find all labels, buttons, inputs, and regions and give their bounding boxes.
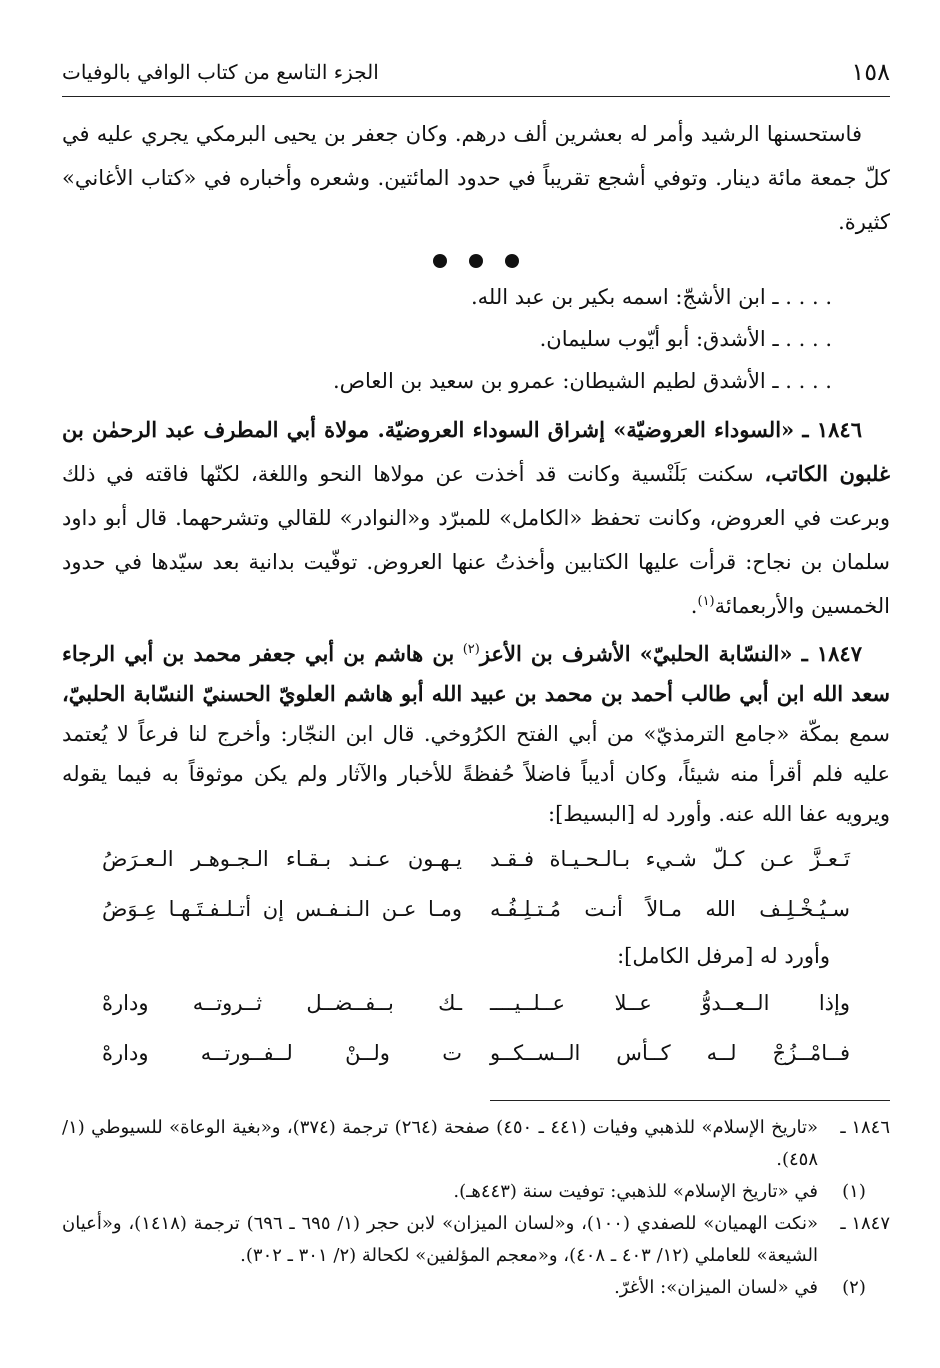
footnote-divider xyxy=(490,1100,890,1101)
cross-reference-line: . . . . ـ الأشدق لطيم الشيطان: عمرو بن سعيد بن العاص. xyxy=(332,369,832,393)
header-divider xyxy=(62,96,890,97)
verse-first-hemistich: سـيُـخْـلِـف الله مـالاً أنـت مُـتـلِـفُـه xyxy=(490,897,850,921)
verse-line xyxy=(62,1028,890,1078)
entry-1846 xyxy=(62,408,890,628)
separator-dot xyxy=(505,254,519,268)
verse-line xyxy=(62,834,890,884)
footnote-number: (١) xyxy=(842,1181,866,1202)
verse-intro: وأورد له [مرفل الكامل]: xyxy=(617,944,830,968)
footnote-text: «تاريخ الإسلام» للذهبي وفيات (٤٤١ ـ ٤٥٠) صفحة (٢٦٤) ترجمة (٣٧٤)، و«بغية الوعاة» للسيوطي (١/ ٤٥٨). xyxy=(62,1117,818,1170)
cross-reference-line: . . . . ـ الأشدق: أبو أيّوب سليمان. xyxy=(539,327,832,351)
entry-1847 xyxy=(62,634,890,834)
footnote-item xyxy=(62,1208,890,1272)
entry-1846-end: . xyxy=(690,594,698,618)
page-header xyxy=(62,52,890,92)
footnote-number: (٢) xyxy=(842,1277,866,1298)
separator-dot xyxy=(469,254,483,268)
verse-first-hemistich: وإذا الــعــدوُّ عــلا عــلــيــــ xyxy=(490,991,850,1015)
footnote-text: في «لسان الميزان»: الأغرّ. xyxy=(614,1277,818,1298)
verse-second-hemistich: ـك بــفــضــل ثــروتــه ودارهْ xyxy=(102,991,462,1015)
verse-line xyxy=(62,884,890,934)
verse-line xyxy=(62,978,890,1028)
footnote-ref-2: (٢) xyxy=(462,642,480,657)
verse-second-hemistich: يـهـون عـنـد بـقـاء الـجـوهـر الـعـرَضُ xyxy=(102,847,462,871)
footnote-item xyxy=(62,1112,890,1176)
footnote-text: في «تاريخ الإسلام» للذهبي: توفيت سنة (٤٤٣هـ). xyxy=(453,1181,818,1202)
page-body xyxy=(62,112,890,1078)
verse-first-hemistich: فــامْــزُجْ لــه كــأس الــســكــو xyxy=(490,1041,850,1065)
opening-paragraph: فاستحسنها الرشيد وأمر له بعشرين ألف درهم. وكان جعفر بن يحيى البرمكي يجري عليه في كلّ جمعة مائة دينار. وتوفي أشجع تقريباً في حدود المائتين. وشعره وأخباره في «كتاب الأغاني» كثيرة. xyxy=(62,122,890,234)
page-number: ١٥٨ xyxy=(851,58,890,86)
footnote-text: «نكت الهميان» للصفدي (١٠٠)، و«لسان الميزان» لابن حجر (١/ ٦٩٥ ـ ٦٩٦) ترجمة (١٤١٨)، و«أعيان الشيعة» للعاملي (١٢/ ٤٠٣ ـ ٤٠٨)، و«معجم المؤلفين» لكحالة (٢/ ٣٠١ ـ ٣٠٢). xyxy=(62,1213,819,1266)
footnote-ref-1: (١) xyxy=(697,594,715,609)
running-title: الجزء التاسع من كتاب الوافي بالوفيات xyxy=(62,60,379,84)
separator-dot xyxy=(433,254,447,268)
verse-second-hemistich: ت ولــنْ لــفــورتــه ودارهْ xyxy=(102,1041,462,1065)
verse-second-hemistich: ومـا عـن الـنـفـس إن أتـلـفـتَـهـا عِـوَضُ xyxy=(102,897,462,921)
entry-1846-heading: ١٨٤٦ ـ «السوداء العروضيّة» إشراق السوداء العروضيّة. مولاة أبي المطرف عبد الرحمٰن بن غلبون الكاتب، xyxy=(62,417,890,486)
footnote-item xyxy=(62,1176,890,1208)
verse-first-hemistich: تَـعـزَّ عـن كـلّ شـيء بـالـحـيـاة فـقـد xyxy=(490,847,850,871)
footnote-item xyxy=(62,1272,890,1304)
entry-1847-text: سمع بمكّة «جامع الترمذيّ» من أبي الفتح الكرُوخي. قال ابن النجّار: وأخرج لنا فرعاً لا يُعتمد عليه فلم أقرأ منه شيئاً، وكان أديباً فاضلاً حُفظةً للأخبار والآثار ولم يكن موثوقاً به فيما يقوله ويرويه عفا الله عنه. وأورد له [البسيط]: xyxy=(62,722,890,826)
entry-1847-heading-b: بن هاشم بن أبي جعفر محمد بن أبي الرجاء سعد الله ابن أبي طالب أحمد بن محمد بن عبيد الله أبو هاشم العلويّ الحسنيّ النسّابة الحلبيّ، xyxy=(62,641,890,706)
cross-reference-line: . . . . ـ ابن الأشجّ: اسمه بكير بن عبد الله. xyxy=(470,285,832,309)
entry-1847-heading-a: ١٨٤٧ ـ «النسّابة الحلبيّ» الأشرف بن الأعز xyxy=(479,641,862,666)
section-separator xyxy=(62,254,890,268)
entry-1846-text: سكنت بَلَنْسية وكانت قد أخذت عن مولاها النحو واللغة، لكنّها فاقته في ذلك وبرعت في العروض، وكانت تحفظ «الكامل» للمبرّد و«النوادر» للقالي وتشرحهما. قال أبو داود سلمان بن نجاح: قرأت عليها الكتابين وأخذتُ عنها العروض. توفّيت بدانية بعد سيّدها في حدود الخمسين والأربعمائة xyxy=(62,462,890,618)
footnote-number: ١٨٤٧ ـ xyxy=(840,1213,890,1234)
footnotes xyxy=(62,1112,890,1304)
footnote-number: ١٨٤٦ ـ xyxy=(840,1117,890,1138)
